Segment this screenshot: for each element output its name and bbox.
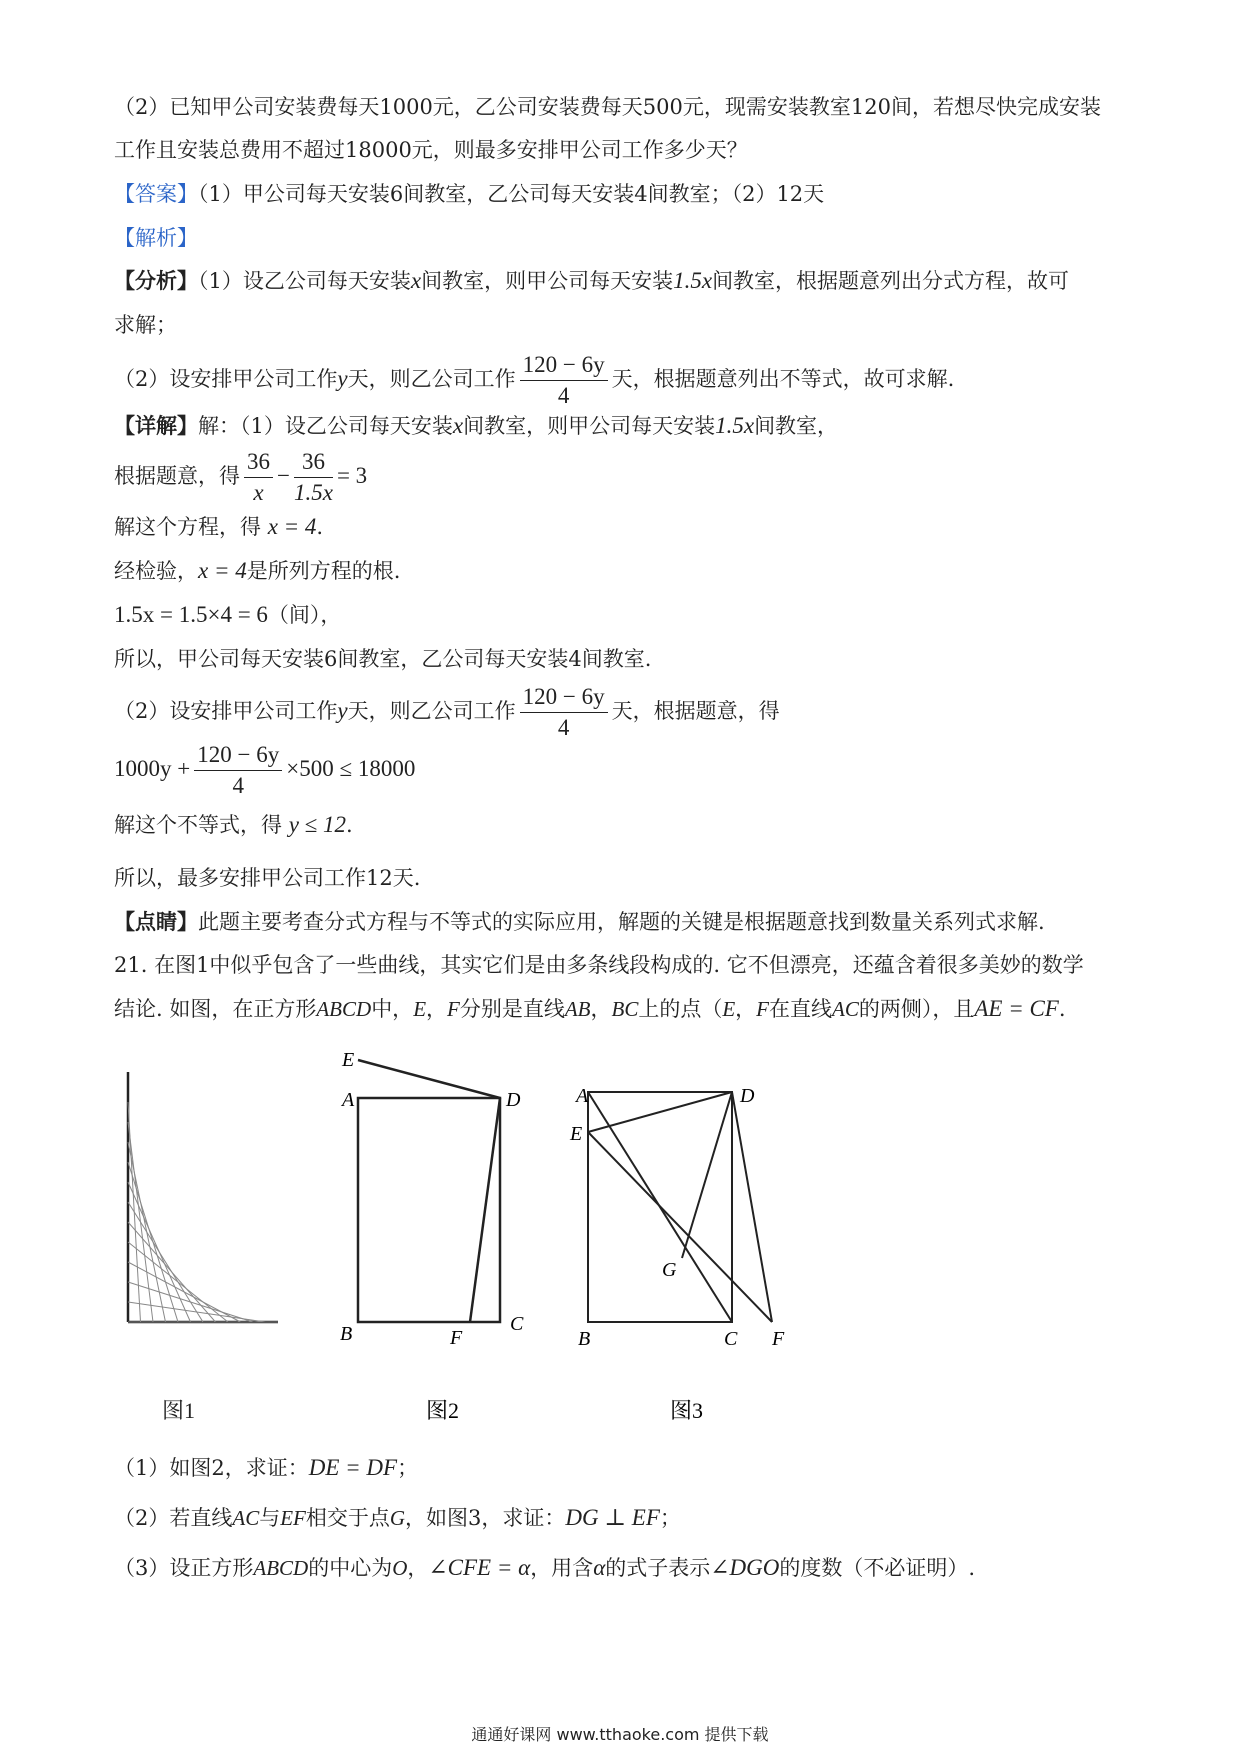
q21-text: ，如图3，求证： <box>405 1506 566 1530</box>
fraction-denominator: 4 <box>557 383 570 408</box>
math-expr: DE = DF <box>308 1455 398 1480</box>
math-expr: ∠DGO <box>710 1555 780 1580</box>
fenxi-text: 天，根据题意列出不等式，故可求解. <box>611 367 955 391</box>
q21-text: 的式子表示 <box>605 1556 711 1580</box>
fig1-segment <box>128 1222 216 1322</box>
math-var: AB <box>564 997 591 1021</box>
q20-part2-line1: （2）已知甲公司安装费每天1000元，乙公司安装费每天500元，现需安装教室120间，若想尽快完成安装 <box>114 95 1101 119</box>
fraction <box>520 682 608 743</box>
answer-line <box>114 179 1140 209</box>
math-expr: x = 4 <box>198 558 247 583</box>
fig1-segment <box>128 1242 228 1322</box>
var-1-5x: 1.5x <box>673 268 713 293</box>
figures <box>0 1040 1240 1440</box>
detail-line9 <box>114 810 1140 840</box>
fraction-denominator: 4 <box>557 715 570 740</box>
fenxi-line3 <box>114 350 1140 411</box>
detail-line4 <box>114 556 1140 586</box>
detail-line2 <box>114 447 1140 508</box>
math-var: E <box>413 997 427 1021</box>
var-x: x <box>452 413 464 438</box>
fraction-denominator: 4 <box>232 773 244 798</box>
q21-text: ， <box>426 997 448 1021</box>
fenxi-text: 天，则乙公司工作 <box>347 367 516 391</box>
q21-text: ， <box>735 997 757 1021</box>
detail-text: 间教室，则甲公司每天安装 <box>463 414 716 438</box>
q21-text: 中， <box>371 997 414 1021</box>
fraction <box>194 740 282 801</box>
fig3-label-b: B <box>578 1328 591 1350</box>
math-expr: x = 4 <box>267 514 317 539</box>
fraction-numerator: 120 − 6y <box>520 682 608 713</box>
fig1-segment <box>128 1302 266 1322</box>
q21-text: 的两侧），且 <box>858 997 975 1021</box>
fig1-segment <box>128 1282 253 1322</box>
detail-text: 解这个不等式，得 <box>114 813 282 837</box>
period: . <box>316 515 324 539</box>
dianjing-text: 此题主要考查分式方程与不等式的实际应用，解题的关键是根据题意找到数量关系列式求解. <box>198 910 1045 934</box>
period: . <box>1058 997 1066 1021</box>
math-var: ABCD <box>316 997 372 1021</box>
fig3-label-d: D <box>740 1085 755 1107</box>
fig2-label-c: C <box>510 1313 524 1335</box>
q21-text: ， <box>590 997 612 1021</box>
fig2-label-d: D <box>506 1089 521 1111</box>
q21-text: （2）若直线 <box>114 1506 233 1530</box>
math-var: O <box>392 1556 408 1580</box>
analysis-line <box>114 223 1140 253</box>
detail-line10: 所以，最多安排甲公司工作12天. <box>114 866 421 890</box>
fig1-caption: 图1 <box>162 1398 196 1423</box>
period: . <box>346 813 353 837</box>
q21-text: ，用含 <box>530 1556 594 1580</box>
detail-tag: 【详解】 <box>114 413 198 438</box>
detail-line7 <box>114 682 1140 743</box>
math-expr: DG ⊥ EF <box>565 1505 660 1530</box>
math-var: α <box>593 1555 606 1580</box>
detail-text: 天，根据题意，得 <box>611 699 780 723</box>
fenxi-text: 间教室，则甲公司每天安装 <box>421 269 674 293</box>
answer-text: （1）甲公司每天安装6间教室，乙公司每天安装4间教室；（2）12天 <box>198 182 825 206</box>
math-var: AC <box>232 1506 260 1530</box>
equals-three: = 3 <box>336 463 368 488</box>
fenxi-text: 间教室，根据题意列出分式方程，故可 <box>712 269 1070 293</box>
fraction-numerator: 120 − 6y <box>520 350 608 381</box>
minus-sign: − <box>277 463 290 488</box>
q21-text: （1）如图2，求证： <box>114 1456 309 1480</box>
math-var: BC <box>611 997 639 1021</box>
fraction-numerator: 120 − 6y <box>194 740 282 771</box>
math-var: F <box>756 997 769 1021</box>
fig2-label-b: B <box>340 1323 353 1345</box>
q21-text: 分别是直线 <box>459 997 565 1021</box>
fig3-label-c: C <box>724 1328 738 1350</box>
footer: 通通好课网 www.tthaoke.com 提供下载 <box>471 1725 769 1744</box>
figure-1 <box>128 1072 278 1423</box>
detail-line8 <box>114 740 1140 801</box>
math-var: ABCD <box>253 1556 309 1580</box>
fig2-caption: 图2 <box>426 1398 460 1423</box>
fraction <box>520 350 608 411</box>
var-x: x <box>410 268 422 293</box>
q21-text: 上的点（ <box>638 997 723 1021</box>
q20-part2-line2: 工作且安装总费用不超过18000元，则最多安排甲公司工作多少天？ <box>114 138 748 162</box>
figure-2 <box>358 1060 500 1322</box>
fig2-label-e: E <box>342 1049 355 1071</box>
detail-text: 经检验， <box>114 559 198 583</box>
q21-text: ； <box>659 1506 681 1530</box>
fenxi-line1 <box>114 266 1140 296</box>
dianjing-tag: 【点睛】 <box>114 909 198 934</box>
math-expr: 1000y + <box>114 756 191 781</box>
answer-tag: 【答案】 <box>114 182 198 206</box>
math-var: EF <box>280 1506 306 1530</box>
fraction <box>244 447 273 508</box>
q21-sub2 <box>114 1503 1140 1533</box>
detail-line3 <box>114 512 1140 542</box>
detail-text: 天，则乙公司工作 <box>347 699 516 723</box>
fig2-label-a: A <box>342 1089 355 1111</box>
fraction-numerator: 36 <box>294 447 333 478</box>
fenxi-line2: 求解； <box>114 313 177 337</box>
math-expr: ×500 ≤ 18000 <box>286 756 416 781</box>
math-expr: ∠CFE = α <box>428 1555 531 1580</box>
q21-line2 <box>114 994 1140 1024</box>
fig3-label-g: G <box>662 1259 677 1281</box>
fig2-label-f: F <box>450 1327 463 1349</box>
detail-text: 根据题意，得 <box>114 464 240 488</box>
q21-text: 相交于点 <box>305 1506 390 1530</box>
fraction <box>294 447 333 508</box>
detail-line5 <box>114 600 1140 630</box>
detail-text: 解：（1）设乙公司每天安装 <box>198 414 453 438</box>
detail-text: （2）设安排甲公司工作 <box>114 699 338 723</box>
detail-text: 是所列方程的根. <box>246 559 401 583</box>
q21-text: （3）设正方形 <box>114 1556 254 1580</box>
fenxi-text: （1）设乙公司每天安装 <box>198 269 411 293</box>
math-var: F <box>447 997 460 1021</box>
q21-text: 在直线 <box>769 997 832 1021</box>
math-var: E <box>722 997 736 1021</box>
q21-sub1 <box>114 1453 1140 1483</box>
fraction-numerator: 36 <box>244 447 273 478</box>
q21-line1: 21. 在图1中似乎包含了一些曲线，其实它们是由多条线段构成的. 它不但漂亮，还蕴含着很多美妙的数学 <box>114 953 1084 977</box>
q21-text: 与 <box>259 1506 281 1530</box>
fenxi-tag: 【分析】 <box>114 268 198 293</box>
detail-text: 解这个方程，得 <box>114 515 261 539</box>
q21-sub3 <box>114 1553 1140 1583</box>
var-y: y <box>337 366 348 391</box>
var-y: y <box>337 698 348 723</box>
fig3-label-a: A <box>576 1085 589 1107</box>
math-expr: AE = CF <box>974 996 1059 1021</box>
detail-text: （间）， <box>267 603 342 627</box>
detail-line6: 所以，甲公司每天安装6间教室，乙公司每天安装4间教室. <box>114 647 652 671</box>
math-var: G <box>389 1506 406 1530</box>
fenxi-text: （2）设安排甲公司工作 <box>114 367 338 391</box>
figure-3 <box>588 1092 772 1322</box>
fraction-denominator: x <box>253 480 264 505</box>
var-1-5x: 1.5x <box>715 413 755 438</box>
math-expr: y ≤ 12 <box>288 812 347 837</box>
q21-text: 的度数（不必证明）. <box>779 1556 976 1580</box>
math-expr: 1.5x = 1.5×4 = 6 <box>114 602 268 627</box>
fig3-label-e: E <box>570 1123 583 1145</box>
math-var: AC <box>832 997 859 1021</box>
fraction-denominator: 1.5x <box>293 480 333 505</box>
q21-text: ， <box>407 1556 429 1580</box>
q21-text: 结论. 如图，在正方形 <box>114 997 317 1021</box>
analysis-tag: 【解析】 <box>114 226 198 250</box>
fig3-caption: 图3 <box>670 1398 704 1423</box>
fig3-label-f: F <box>772 1328 785 1350</box>
q21-text: 的中心为 <box>308 1556 393 1580</box>
q21-text: ； <box>397 1456 419 1480</box>
dianjing-line <box>114 907 1140 937</box>
detail-line1 <box>114 411 1140 441</box>
detail-text: 间教室， <box>754 414 839 438</box>
